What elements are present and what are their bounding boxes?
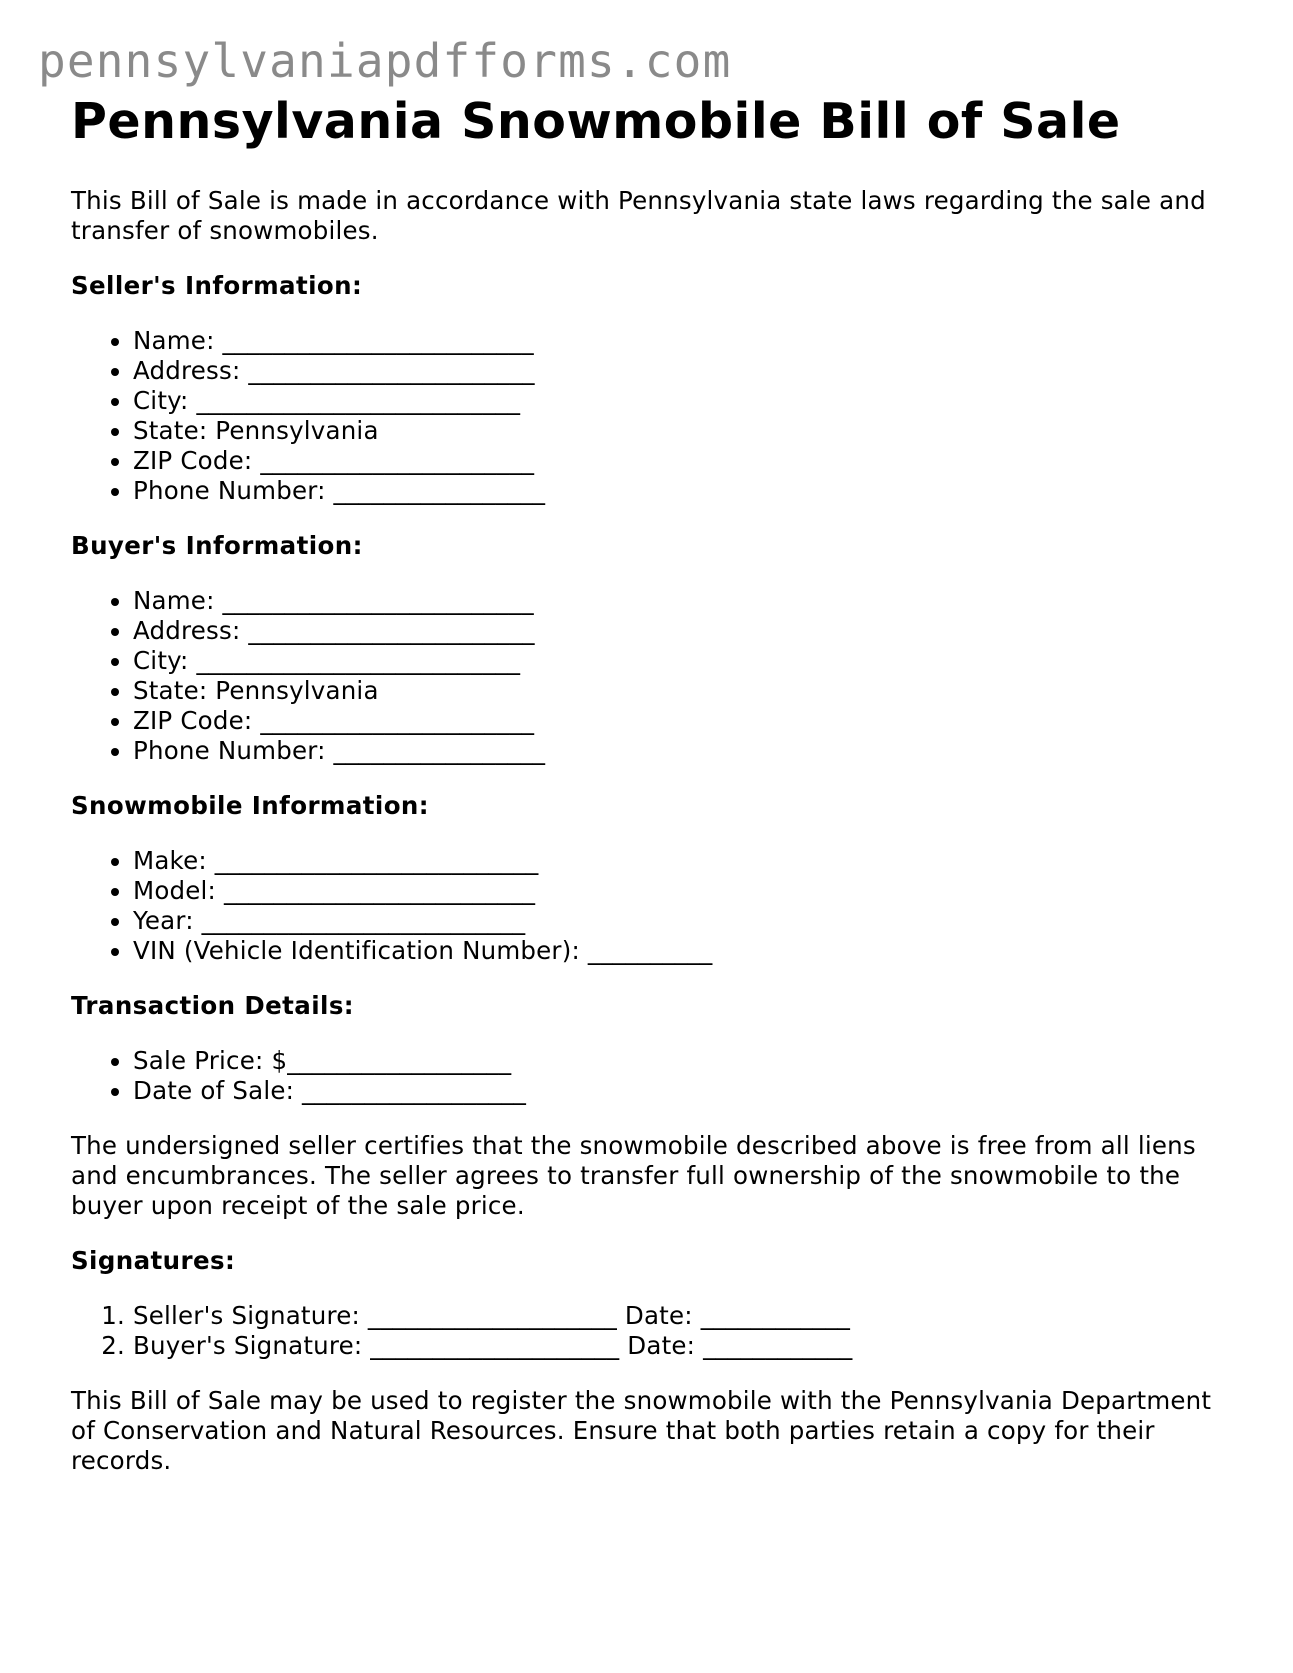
seller-city-field[interactable]: • City: __________________________	[133, 386, 1231, 416]
page-title: Pennsylvania Snowmobile Bill of Sale	[71, 93, 1121, 150]
seller-signature-line[interactable]: 1. Seller's Signature: ____________________ Date: ____________	[133, 1301, 1231, 1331]
snowmobile-vin-field[interactable]: • VIN (Vehicle Identification Number): __________	[133, 936, 1231, 966]
buyer-city-field[interactable]: • City: __________________________	[133, 646, 1231, 676]
snowmobile-model-field[interactable]: • Model: _________________________	[133, 876, 1231, 906]
closing-paragraph: This Bill of Sale may be used to register the snowmobile with the Pennsylvania Department of Conservation and Natural Resources. Ensure that both parties retain a copy for their records.	[71, 1386, 1212, 1475]
sale-price-field[interactable]: • Sale Price: $__________________	[133, 1046, 1231, 1076]
transaction-section-heading: Transaction Details:	[71, 991, 355, 1020]
buyer-section-heading: Buyer's Information:	[71, 531, 363, 560]
sale-date-field[interactable]: • Date of Sale: __________________	[133, 1076, 1231, 1106]
snowmobile-section-heading: Snowmobile Information:	[71, 791, 429, 820]
buyer-signature-line[interactable]: 2. Buyer's Signature: ____________________ Date: ____________	[133, 1331, 1231, 1361]
seller-state-field: • State: Pennsylvania	[133, 416, 1231, 446]
seller-info-list	[71, 326, 1231, 506]
snowmobile-info-list	[71, 846, 1231, 966]
signatures-section-heading: Signatures:	[71, 1246, 236, 1275]
buyer-info-list	[71, 586, 1231, 766]
seller-section-heading: Seller's Information:	[71, 271, 363, 300]
buyer-name-field[interactable]: • Name: _________________________	[133, 586, 1231, 616]
site-watermark: pennsylvaniapdfforms.com	[38, 34, 732, 88]
document-body	[71, 92, 1231, 1476]
seller-address-field[interactable]: • Address: _______________________	[133, 356, 1231, 386]
seller-phone-field[interactable]: • Phone Number: _________________	[133, 476, 1231, 506]
buyer-zip-field[interactable]: • ZIP Code: ______________________	[133, 706, 1231, 736]
seller-zip-field[interactable]: • ZIP Code: ______________________	[133, 446, 1231, 476]
buyer-state-field: • State: Pennsylvania	[133, 676, 1231, 706]
snowmobile-year-field[interactable]: • Year: __________________________	[133, 906, 1231, 936]
buyer-phone-field[interactable]: • Phone Number: _________________	[133, 736, 1231, 766]
signatures-list	[71, 1301, 1231, 1361]
certification-paragraph: The undersigned seller certifies that the snowmobile described above is free from all liens and encumbrances. The seller agrees to transfer full ownership of the snowmobile to the buyer upon receipt of the sale price.	[71, 1131, 1196, 1220]
transaction-info-list	[71, 1046, 1231, 1106]
snowmobile-make-field[interactable]: • Make: __________________________	[133, 846, 1231, 876]
buyer-address-field[interactable]: • Address: _______________________	[133, 616, 1231, 646]
seller-name-field[interactable]: • Name: _________________________	[133, 326, 1231, 356]
intro-paragraph: This Bill of Sale is made in accordance with Pennsylvania state laws regarding the sale and transfer of snowmobiles.	[71, 186, 1206, 245]
